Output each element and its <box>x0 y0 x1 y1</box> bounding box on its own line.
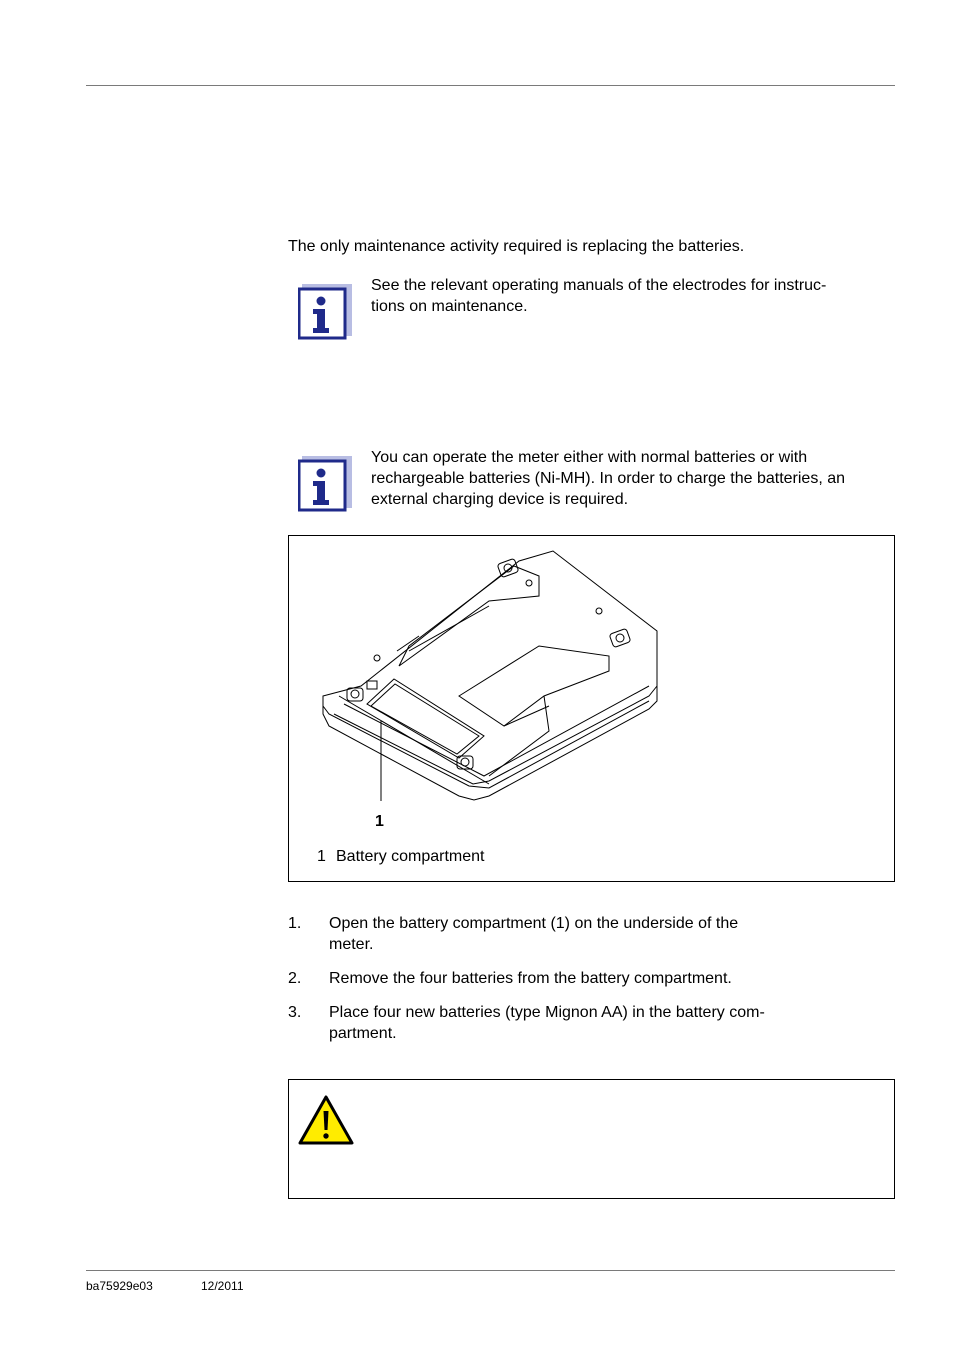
figure-legend-text: Battery compartment <box>336 848 485 865</box>
note-2-line-1: You can operate the meter either with normal batteries or with <box>371 449 808 466</box>
step-text: Open the battery compartment (1) on the underside of the <box>329 915 739 932</box>
header-rule <box>86 85 895 86</box>
footer-date: 12/2011 <box>201 1279 244 1293</box>
step-number: 2. <box>288 970 302 987</box>
step-text-continued: meter. <box>329 936 374 953</box>
figure-callout-label: 1 <box>375 813 384 830</box>
step-text: Remove the four batteries from the battery compartment. <box>329 970 732 987</box>
info-icon <box>298 456 352 512</box>
step-number: 1. <box>288 915 302 932</box>
step-text: Place four new batteries (type Mignon AA) in the battery com- <box>329 1004 765 1021</box>
figure-box <box>288 535 895 882</box>
note-1-line-2: tions on maintenance. <box>371 298 528 315</box>
note-2-line-3: external charging device is required. <box>371 491 629 508</box>
step-number: 3. <box>288 1004 302 1021</box>
warning-triangle-icon <box>297 1094 355 1146</box>
footer-rule <box>86 1270 895 1271</box>
note-1-line-1: See the relevant operating manuals of the electrodes for instruc- <box>371 277 827 294</box>
info-icon <box>298 284 352 340</box>
step-text-continued: partment. <box>329 1025 397 1042</box>
footer-doc-id: ba75929e03 <box>86 1279 153 1293</box>
warning-box <box>288 1079 895 1199</box>
note-2-line-2: rechargeable batteries (Ni-MH). In order to charge the batteries, an <box>371 470 846 487</box>
figure-legend-number: 1 <box>317 848 326 865</box>
intro-text: The only maintenance activity required is replacing the batteries. <box>288 238 745 255</box>
